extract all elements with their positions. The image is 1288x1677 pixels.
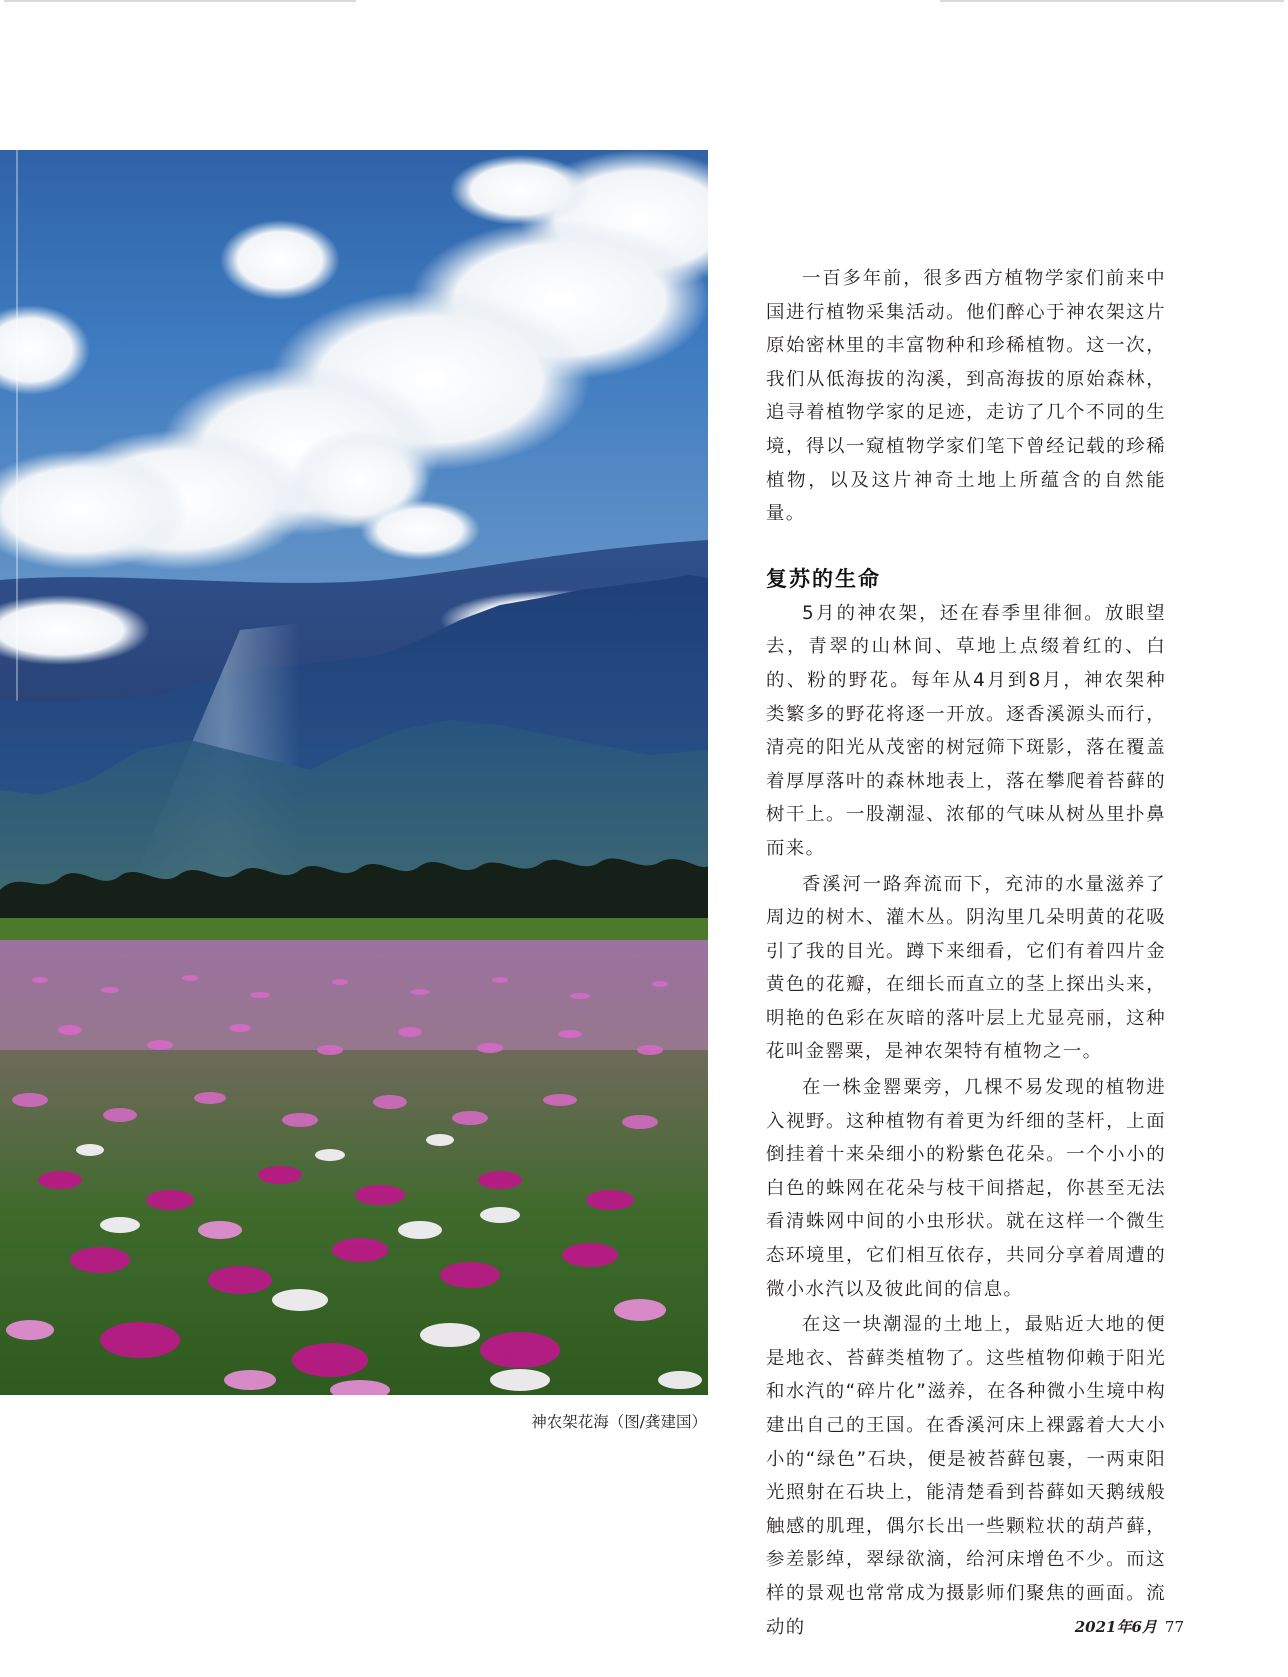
- page-number: 77: [1164, 1618, 1184, 1636]
- page-footer: [1075, 1616, 1184, 1637]
- intro-paragraph: 一百多年前，很多西方植物学家们前来中国进行植物采集活动。他们醉心于神农架这片原始密林里的丰富物种和珍稀植物。这一次，我们从低海拔的沟溪，到高海拔的原始森林，追寻着植物学家的足迹，走访了几个不同的生境，得以一窥植物学家们笔下曾经记载的珍稀植物，以及这片神奇土地上所蕴含的自然能量。: [766, 268, 1166, 525]
- section-title: 复苏的生命: [766, 566, 881, 591]
- photo-caption: 神农架花海（图/龚建国）: [531, 1413, 707, 1431]
- top-rule-left: [4, 0, 356, 2]
- top-rule-right: [940, 0, 1284, 2]
- body-paragraph: 在一株金罂粟旁，几棵不易发现的植物进入视野。这种植物有着更为纤细的茎杆，上面倒挂着十来朵细小的粉紫色花朵。一个小小的白色的蛛网在花朵与枝干间搭起，你甚至无法看清蛛网中间的小虫形状。就在这样一个微生态环境里，它们相互依存，共同分享着周遭的微小水汽以及彼此间的信息。: [766, 1077, 1166, 1300]
- body-paragraph: 在这一块潮湿的土地上，最贴近大地的便是地衣、苔藓类植物了。这些植物仰赖于阳光和水汽的“碎片化”滋养，在各种微小生境中构建出自己的王国。在香溪河床上裸露着大大小小的“绿色”石块，便是被苔藓包裹，一两束阳光照射在石块上，能清楚看到苔藓如天鹅绒般触感的肌理，偶尔长出一些颗粒状的葫芦藓，参差影绰，翠绿欲滴，给河床增色不少。而这样的景观也常常成为摄影师们聚焦的画面。流动的: [766, 1314, 1166, 1638]
- issue-date: 2021年6月: [1074, 1618, 1157, 1636]
- article-body: [766, 262, 1166, 1644]
- body-paragraph: 5月的神农架，还在春季里徘徊。放眼望去，青翠的山林间、草地上点缀着红的、白的、粉的野花。每年从4月到8月，神农架种类繁多的野花将逐一开放。逐香溪源头而行，清亮的阳光从茂密的树冠筛下斑影，落在覆盖着厚厚落叶的森林地表上，落在攀爬着苔藓的树干上。一股潮湿、浓郁的气味从树丛里扑鼻而来。: [766, 602, 1166, 859]
- flower-field-photo: [0, 150, 708, 1395]
- body-paragraph: 香溪河一路奔流而下，充沛的水量滋养了周边的树木、灌木丛。阴沟里几朵明黄的花吸引了我的目光。蹲下来细看，它们有着四片金黄色的花瓣，在细长而直立的茎上探出头来，明艳的色彩在灰暗的落叶层上尤显亮丽，这种花叫金罂粟，是神农架特有植物之一。: [766, 873, 1166, 1063]
